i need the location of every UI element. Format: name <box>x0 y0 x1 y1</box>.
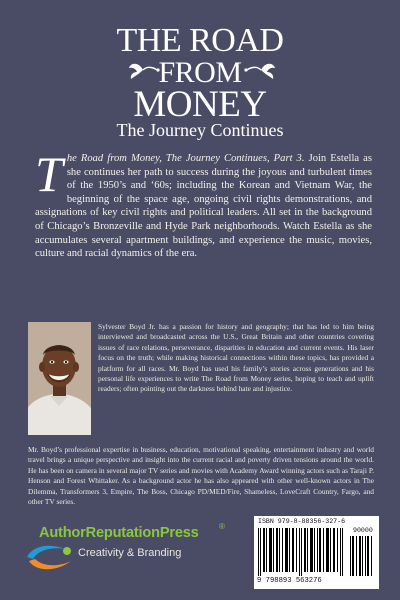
isbn-label: ISBN 979-8-88356-327-6 <box>258 518 346 525</box>
subtitle: The Journey Continues <box>116 120 284 140</box>
title-line-1: THE ROAD <box>116 22 284 59</box>
title-line-3: MONEY <box>133 84 267 125</box>
price-code: 90000 <box>353 527 373 534</box>
author-bio-paragraph-2: Mr. Boyd’s professional expertise in business, education, motivational speaking, entertainment industry and world travel brings a unique perspective and insight into the current racial and poverty driven tensions around the world. He has been on camera in several major TV series and movies with Academy Award winning actors such as Taraji P. Henson and Forest Whittaker. As a background actor he has also appeared with other well-known actors in The Dilemma, Transformers 3, Empire, The Boss, Chicago PD/MED/Fire, Shameless, LoveCraft Country, Fargo, and other TV series. <box>28 445 374 507</box>
barcode-main-icon <box>258 528 346 576</box>
isbn-barcode <box>254 516 379 589</box>
author-photo <box>28 322 91 435</box>
blurb-text: Join Estella as she continues her path to success during the joyous and turbulent times of the 1950’s and ‘60s; including the Korean and Vietnam War, the beginning of the space age, ongoing civil rights demonstrations, and assignations of key civil rights and political leaders. All set in the background of Chicago’s Bronzeville and Hyde Park neighborhoods. Watch Estella as she accumulates several apartment buildings, and experience the music, movies, culture and racial dynamics of the era. <box>35 153 372 260</box>
flourish-right-icon <box>243 58 279 82</box>
drop-cap: T <box>35 146 63 202</box>
barcode-addon-icon <box>350 536 374 576</box>
barcode-digits: 9 798893 563276 <box>257 577 322 585</box>
publisher-logo <box>25 522 225 585</box>
blurb-series-title: he Road from Money, The Journey Continues, Part 3. <box>66 153 305 164</box>
title-line-2: FROM <box>158 56 242 89</box>
book-blurb <box>35 146 372 261</box>
author-portrait-icon <box>28 322 91 435</box>
registered-mark: ® <box>219 522 225 531</box>
publisher-name: AuthorReputationPress <box>39 525 199 541</box>
publisher-tagline: Creativity & Branding <box>78 547 182 559</box>
author-bio-paragraph-1: Sylvester Boyd Jr. has a passion for history and geography; that has led to him being interviewed and broadcasted across the U.S., Great Britain and other countries covering issues of race relations, perseverance, disparities in education and current events. His laser focus on the truth; while making historical connections within these topics, has provided a platform for all races. Mr. Boyd has used his family’s stories across generations and his personal life experiences to write The Road from Money series, hoping to teach and uplift readers; often pointing out the darkness behind hate and injustice. <box>98 322 374 394</box>
